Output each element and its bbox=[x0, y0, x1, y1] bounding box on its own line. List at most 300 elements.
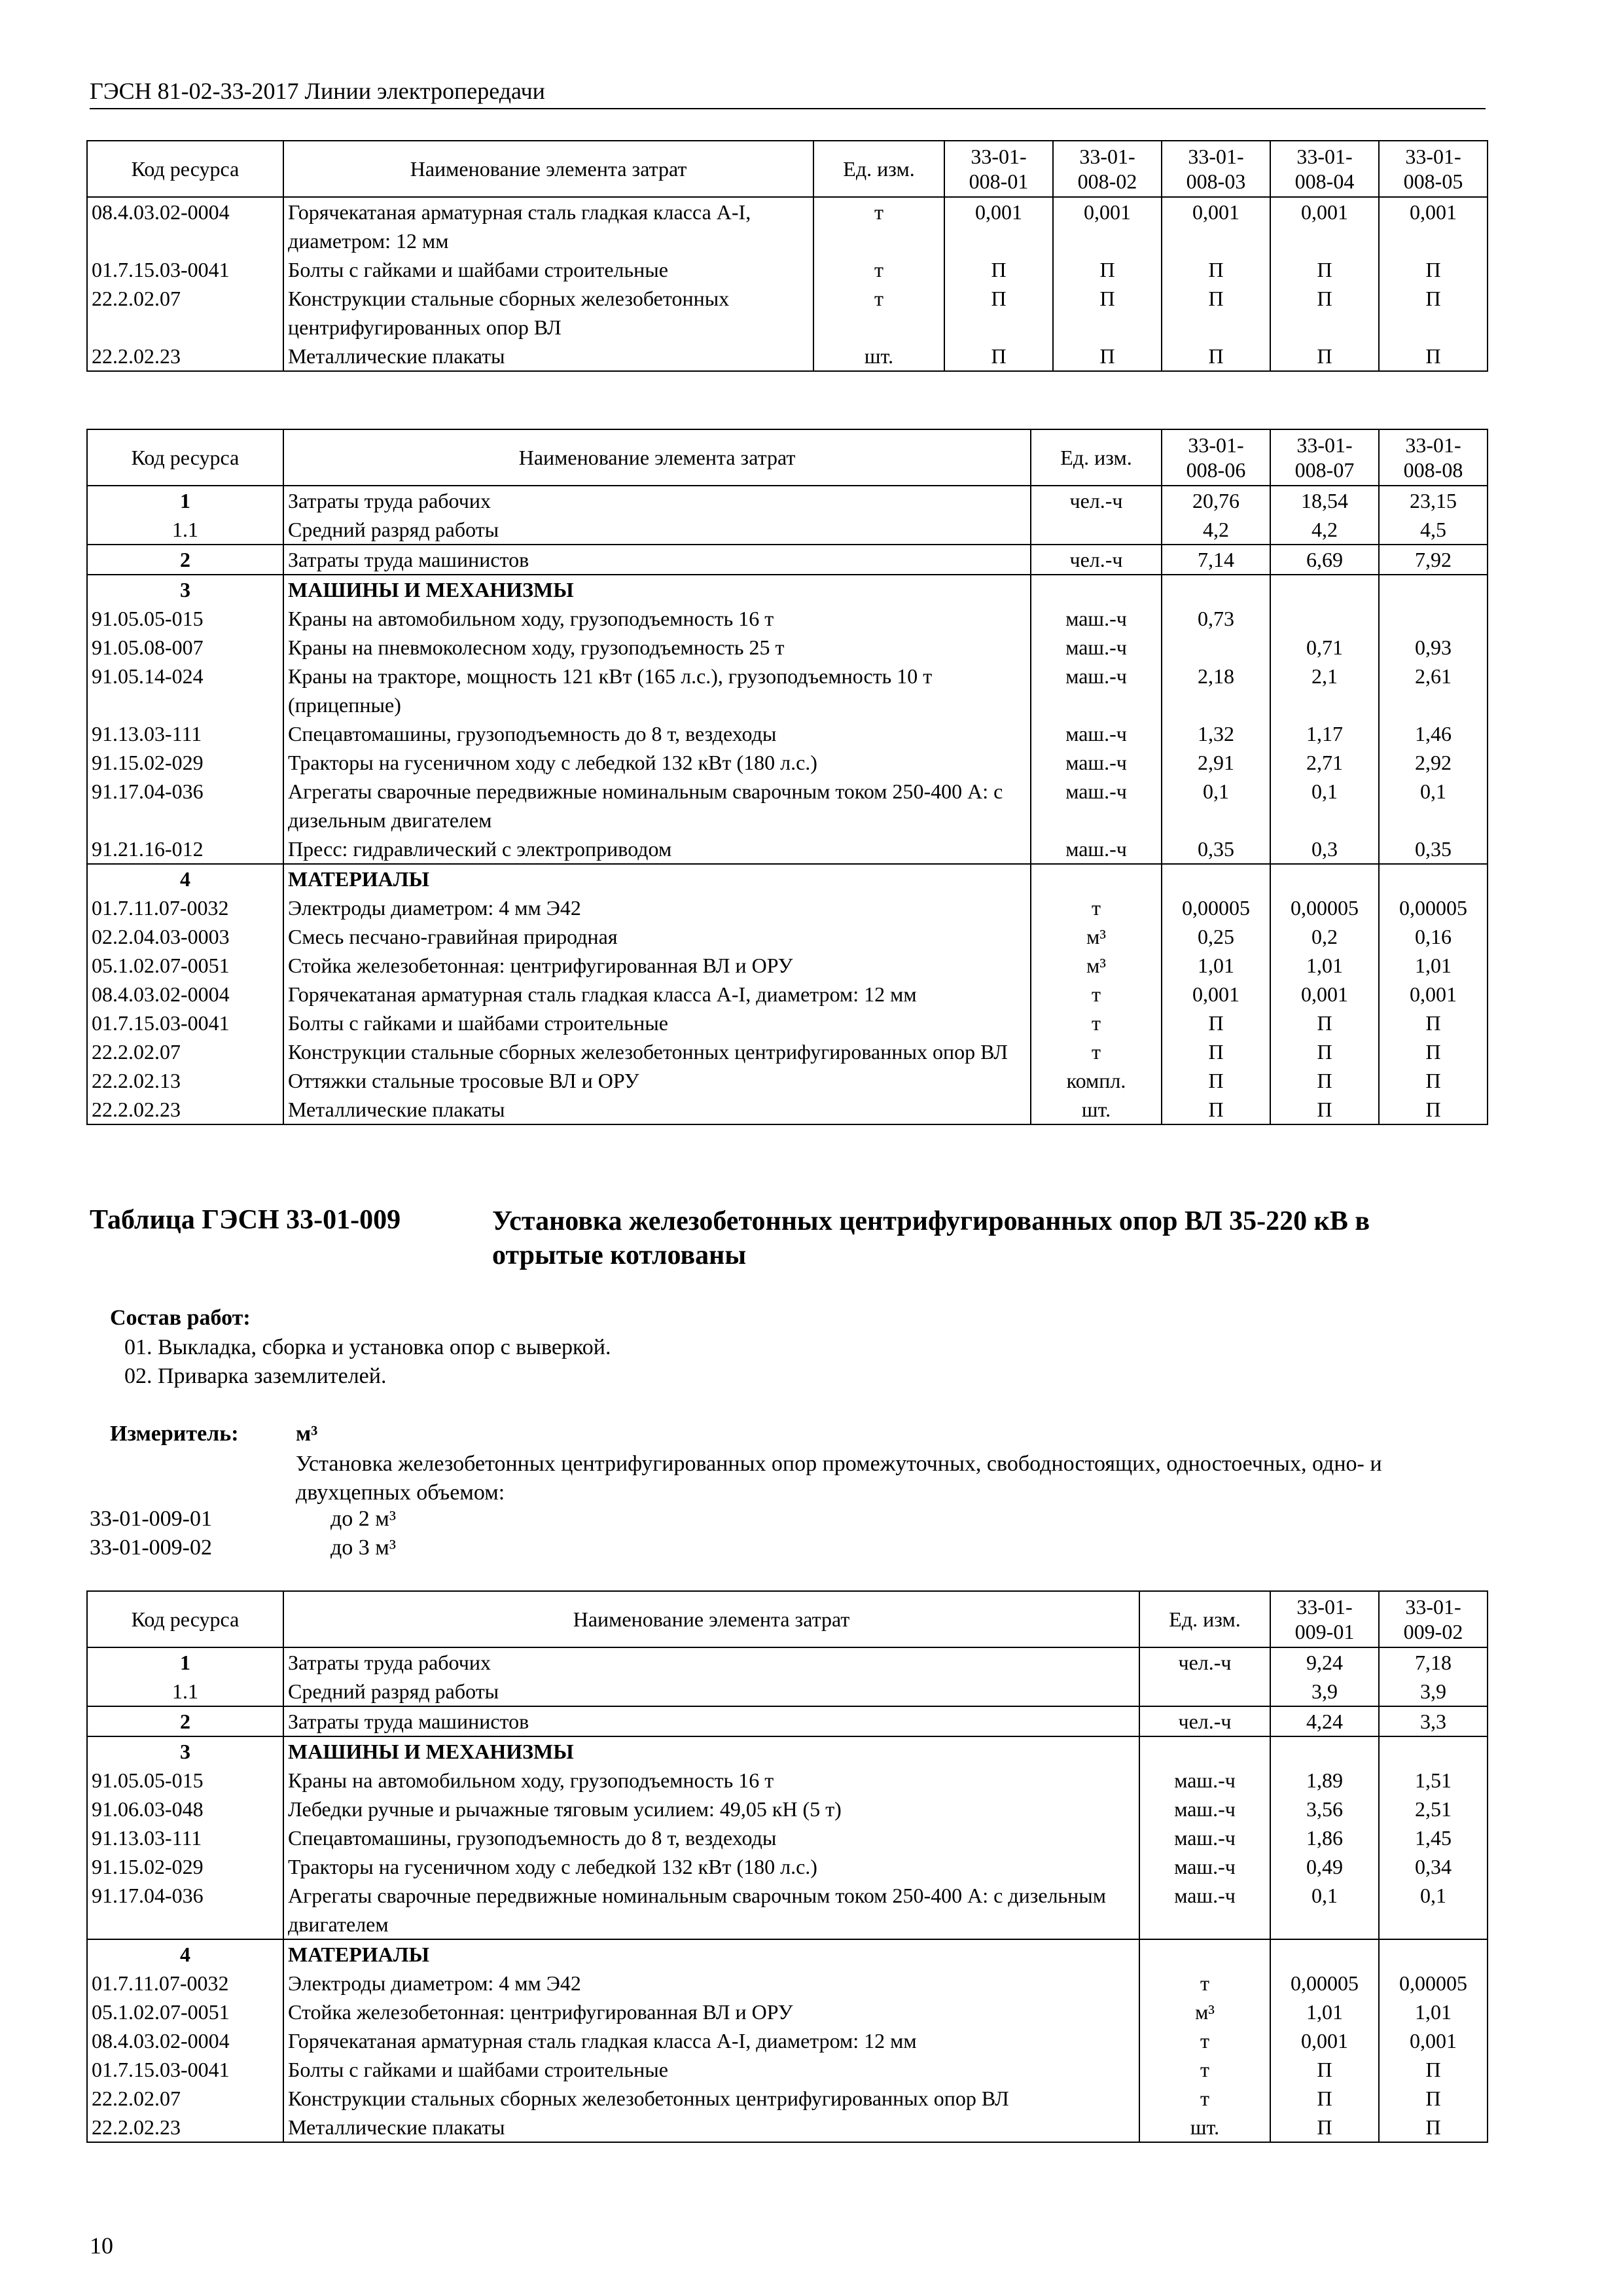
table-header-row bbox=[87, 141, 1488, 197]
resource-unit: маш.-ч bbox=[1139, 1881, 1270, 1939]
header-norm-code: 33-01- 008-08 bbox=[1379, 429, 1488, 486]
work-item: 02. Приварка заземлителей. bbox=[124, 1364, 387, 1388]
resource-unit: маш.-ч bbox=[1031, 719, 1162, 748]
resource-unit: чел.-ч bbox=[1139, 1706, 1270, 1736]
norm-value: П bbox=[1270, 2113, 1379, 2142]
resource-code: 91.05.05-015 bbox=[87, 1766, 283, 1795]
norm-value: 3,56 bbox=[1270, 1795, 1379, 1823]
resource-code: 2 bbox=[87, 1706, 283, 1736]
norm-value: 0,1 bbox=[1379, 777, 1488, 834]
resource-name: Оттяжки стальные тросовые ВЛ и ОРУ bbox=[283, 1066, 1031, 1095]
norm-value: 23,15 bbox=[1379, 486, 1488, 515]
norm-value: 1,32 bbox=[1162, 719, 1270, 748]
norm-value: П bbox=[1270, 2055, 1379, 2084]
resource-name: Стойка железобетонная: центрифугированная ВЛ и ОРУ bbox=[283, 951, 1031, 980]
resource-code: 02.2.04.03-0003 bbox=[87, 922, 283, 951]
resource-code: 4 bbox=[87, 864, 283, 893]
norm-value bbox=[1270, 864, 1379, 893]
table-row bbox=[87, 834, 1488, 864]
resource-code: 3 bbox=[87, 575, 283, 604]
header-name: Наименование элемента затрат bbox=[283, 141, 813, 197]
norm-value bbox=[1162, 864, 1270, 893]
table-row bbox=[87, 1795, 1488, 1823]
norm-value: 1,17 bbox=[1270, 719, 1379, 748]
norm-value: П bbox=[1270, 284, 1379, 342]
resource-unit: чел.-ч bbox=[1031, 486, 1162, 515]
resource-name: Горячекатаная арматурная сталь гладкая класса А-I, диаметром: 12 мм bbox=[283, 980, 1031, 1009]
norm-value: 2,71 bbox=[1270, 748, 1379, 777]
resource-unit bbox=[1031, 864, 1162, 893]
norm-value: П bbox=[1270, 1009, 1379, 1037]
norm-value: 1,89 bbox=[1270, 1766, 1379, 1795]
resource-name: МАТЕРИАЛЫ bbox=[283, 864, 1031, 893]
resource-unit bbox=[1139, 1736, 1270, 1766]
norm-value: П bbox=[1379, 284, 1488, 342]
resource-code: 91.05.08-007 bbox=[87, 633, 283, 662]
table-header-row bbox=[87, 429, 1488, 486]
resource-unit: т bbox=[1031, 1009, 1162, 1037]
resource-code: 01.7.11.07-0032 bbox=[87, 1969, 283, 1998]
resource-code: 91.17.04-036 bbox=[87, 777, 283, 834]
meter-label: Измеритель: bbox=[110, 1422, 239, 1446]
norm-value bbox=[1379, 864, 1488, 893]
resource-code: 22.2.02.23 bbox=[87, 1095, 283, 1124]
resource-unit: чел.-ч bbox=[1031, 545, 1162, 575]
header-unit: Ед. изм. bbox=[813, 141, 944, 197]
norm-value: 0,73 bbox=[1162, 604, 1270, 633]
variant-desc: до 3 м³ bbox=[330, 1535, 397, 1560]
resource-code: 91.13.03-111 bbox=[87, 719, 283, 748]
norm-value: 7,14 bbox=[1162, 545, 1270, 575]
norm-value: П bbox=[1379, 2084, 1488, 2113]
resource-unit: т bbox=[1031, 1037, 1162, 1066]
page-number: 10 bbox=[90, 2233, 113, 2259]
norm-value: П bbox=[1053, 255, 1162, 284]
resource-name: Болты с гайками и шайбами строительные bbox=[283, 1009, 1031, 1037]
table-row bbox=[87, 1736, 1488, 1766]
header-code: Код ресурса bbox=[87, 1591, 283, 1647]
resource-code: 05.1.02.07-0051 bbox=[87, 951, 283, 980]
running-header: ГЭСН 81-02-33-2017 Линии электропередачи bbox=[90, 78, 545, 104]
resource-code: 91.05.14-024 bbox=[87, 662, 283, 719]
resource-code: 22.2.02.07 bbox=[87, 1037, 283, 1066]
resource-code: 4 bbox=[87, 1939, 283, 1969]
table-label: Таблица ГЭСН 33-01-009 bbox=[90, 1205, 401, 1235]
header-norm-code: 33-01- 008-06 bbox=[1162, 429, 1270, 486]
resource-unit: шт. bbox=[1139, 2113, 1270, 2142]
table-row bbox=[87, 633, 1488, 662]
resource-unit: шт. bbox=[813, 342, 944, 371]
resource-unit: маш.-ч bbox=[1031, 834, 1162, 864]
norm-value: П bbox=[1162, 284, 1270, 342]
norm-value: 0,00005 bbox=[1162, 893, 1270, 922]
norm-value: 0,001 bbox=[1270, 980, 1379, 1009]
table-row bbox=[87, 951, 1488, 980]
table-row bbox=[87, 1852, 1488, 1881]
header-unit: Ед. изм. bbox=[1031, 429, 1162, 486]
table-row bbox=[87, 2113, 1488, 2142]
resource-unit: шт. bbox=[1031, 1095, 1162, 1124]
resource-unit: т bbox=[1139, 1969, 1270, 1998]
norm-value: 2,18 bbox=[1162, 662, 1270, 719]
norm-value: П bbox=[1053, 284, 1162, 342]
header-name: Наименование элемента затрат bbox=[283, 429, 1031, 486]
table-row bbox=[87, 1881, 1488, 1939]
norm-value: 1,01 bbox=[1270, 1998, 1379, 2026]
table-row bbox=[87, 1095, 1488, 1124]
resource-unit: т bbox=[1139, 2026, 1270, 2055]
norm-value: П bbox=[1270, 1095, 1379, 1124]
resource-name: Стойка железобетонная: центрифугированная ВЛ и ОРУ bbox=[283, 1998, 1139, 2026]
resource-code: 01.7.15.03-0041 bbox=[87, 1009, 283, 1037]
resource-code: 91.21.16-012 bbox=[87, 834, 283, 864]
resource-name: Болты с гайками и шайбами строительные bbox=[283, 255, 813, 284]
resource-name: Затраты труда рабочих bbox=[283, 1647, 1139, 1677]
resource-unit bbox=[1031, 515, 1162, 545]
norm-value: 2,61 bbox=[1379, 662, 1488, 719]
norm-value: 2,92 bbox=[1379, 748, 1488, 777]
resource-code: 22.2.02.23 bbox=[87, 342, 283, 371]
norm-value bbox=[1162, 575, 1270, 604]
norm-value: 1,01 bbox=[1162, 951, 1270, 980]
resource-name: Агрегаты сварочные передвижные номинальным сварочным током 250-400 А: с дизельным двигателем bbox=[283, 777, 1031, 834]
resource-unit: т bbox=[813, 284, 944, 342]
resource-code: 08.4.03.02-0004 bbox=[87, 197, 283, 255]
header-code: Код ресурса bbox=[87, 141, 283, 197]
table-row bbox=[87, 922, 1488, 951]
resource-name: МАТЕРИАЛЫ bbox=[283, 1939, 1139, 1969]
norm-value: 9,24 bbox=[1270, 1647, 1379, 1677]
norm-value: 0,001 bbox=[1379, 197, 1488, 255]
norm-value: 0,001 bbox=[1162, 197, 1270, 255]
norm-value: П bbox=[1162, 1009, 1270, 1037]
header-norm-code: 33-01- 008-03 bbox=[1162, 141, 1270, 197]
norm-value: 0,34 bbox=[1379, 1852, 1488, 1881]
norm-value: 0,1 bbox=[1270, 1881, 1379, 1939]
table-row bbox=[87, 1677, 1488, 1706]
resource-name: Конструкции стальные сборных железобетонных центрифугированных опор ВЛ bbox=[283, 1037, 1031, 1066]
norm-value bbox=[1162, 633, 1270, 662]
resource-unit: компл. bbox=[1031, 1066, 1162, 1095]
table-row bbox=[87, 284, 1488, 342]
norm-value: 1,01 bbox=[1270, 951, 1379, 980]
resource-unit: чел.-ч bbox=[1139, 1647, 1270, 1677]
norm-value: 18,54 bbox=[1270, 486, 1379, 515]
table-row bbox=[87, 255, 1488, 284]
resource-code: 91.15.02-029 bbox=[87, 748, 283, 777]
header-norm-code: 33-01- 008-02 bbox=[1053, 141, 1162, 197]
table-row bbox=[87, 1939, 1488, 1969]
work-item: 01. Выкладка, сборка и установка опор с выверкой. bbox=[124, 1335, 611, 1359]
resource-code: 22.2.02.07 bbox=[87, 2084, 283, 2113]
resource-unit: т bbox=[813, 197, 944, 255]
resource-code: 3 bbox=[87, 1736, 283, 1766]
table-row bbox=[87, 748, 1488, 777]
norm-value: П bbox=[1379, 2113, 1488, 2142]
norm-value: П bbox=[1162, 342, 1270, 371]
table-row bbox=[87, 486, 1488, 515]
resource-name: Затраты труда машинистов bbox=[283, 545, 1031, 575]
resource-unit: маш.-ч bbox=[1031, 604, 1162, 633]
resource-name: Металлические плакаты bbox=[283, 1095, 1031, 1124]
norm-value: П bbox=[1270, 342, 1379, 371]
norm-value: П bbox=[944, 255, 1053, 284]
resource-unit: т bbox=[813, 255, 944, 284]
norm-value: 0,00005 bbox=[1379, 1969, 1488, 1998]
table-row bbox=[87, 515, 1488, 545]
resource-unit bbox=[1139, 1939, 1270, 1969]
table-row bbox=[87, 545, 1488, 575]
norm-value: 3,9 bbox=[1270, 1677, 1379, 1706]
resource-unit: м³ bbox=[1139, 1998, 1270, 2026]
resource-unit: м³ bbox=[1031, 922, 1162, 951]
resource-code: 22.2.02.07 bbox=[87, 284, 283, 342]
meter-unit: м³ bbox=[296, 1422, 318, 1446]
resource-code: 01.7.11.07-0032 bbox=[87, 893, 283, 922]
norm-value: 0,00005 bbox=[1270, 1969, 1379, 1998]
table-row bbox=[87, 1766, 1488, 1795]
norm-value bbox=[1270, 604, 1379, 633]
table-row bbox=[87, 2026, 1488, 2055]
norm-value: 0,001 bbox=[1379, 2026, 1488, 2055]
norm-value: П bbox=[1379, 255, 1488, 284]
resource-name: Электроды диаметром: 4 мм Э42 bbox=[283, 1969, 1139, 1998]
norm-value: 4,2 bbox=[1162, 515, 1270, 545]
resource-unit: т bbox=[1139, 2055, 1270, 2084]
resource-code: 91.05.05-015 bbox=[87, 604, 283, 633]
norm-value: 0,1 bbox=[1162, 777, 1270, 834]
resource-code: 22.2.02.13 bbox=[87, 1066, 283, 1095]
norm-value: 2,1 bbox=[1270, 662, 1379, 719]
norm-value bbox=[1379, 1939, 1488, 1969]
table-row bbox=[87, 864, 1488, 893]
resource-name: Краны на пневмоколесном ходу, грузоподъемность 25 т bbox=[283, 633, 1031, 662]
resource-code: 1 bbox=[87, 486, 283, 515]
norm-value: 2,91 bbox=[1162, 748, 1270, 777]
norm-value: 1,51 bbox=[1379, 1766, 1488, 1795]
norm-value: 20,76 bbox=[1162, 486, 1270, 515]
table-row bbox=[87, 197, 1488, 255]
resource-code: 91.13.03-111 bbox=[87, 1823, 283, 1852]
norm-value: 0,00005 bbox=[1379, 893, 1488, 922]
work-composition-label: Состав работ: bbox=[110, 1306, 251, 1330]
norm-value: 0,2 bbox=[1270, 922, 1379, 951]
resource-code: 1.1 bbox=[87, 1677, 283, 1706]
resource-name: Болты с гайками и шайбами строительные bbox=[283, 2055, 1139, 2084]
norm-value: 0,93 bbox=[1379, 633, 1488, 662]
norm-value: 1,01 bbox=[1379, 951, 1488, 980]
norm-value: 0,3 bbox=[1270, 834, 1379, 864]
header-norm-code: 33-01- 009-02 bbox=[1379, 1591, 1488, 1647]
norm-value: П bbox=[1162, 1066, 1270, 1095]
resource-name: Средний разряд работы bbox=[283, 515, 1031, 545]
table-row bbox=[87, 1037, 1488, 1066]
resource-code: 05.1.02.07-0051 bbox=[87, 1998, 283, 2026]
norm-value: 4,2 bbox=[1270, 515, 1379, 545]
table-row bbox=[87, 575, 1488, 604]
norm-value: 2,51 bbox=[1379, 1795, 1488, 1823]
norm-value: 3,9 bbox=[1379, 1677, 1488, 1706]
norm-value: П bbox=[1379, 2055, 1488, 2084]
norm-value: 3,3 bbox=[1379, 1706, 1488, 1736]
table-row bbox=[87, 2055, 1488, 2084]
table-row bbox=[87, 980, 1488, 1009]
norm-value: П bbox=[1162, 1095, 1270, 1124]
resource-name: Электроды диаметром: 4 мм Э42 bbox=[283, 893, 1031, 922]
resource-name: МАШИНЫ И МЕХАНИЗМЫ bbox=[283, 1736, 1139, 1766]
resource-unit: маш.-ч bbox=[1031, 633, 1162, 662]
resource-code: 1 bbox=[87, 1647, 283, 1677]
resource-name: Краны на автомобильном ходу, грузоподъемность 16 т bbox=[283, 604, 1031, 633]
header-norm-code: 33-01- 009-01 bbox=[1270, 1591, 1379, 1647]
norm-value: 0,1 bbox=[1379, 1881, 1488, 1939]
table-row bbox=[87, 893, 1488, 922]
resource-name: Горячекатаная арматурная сталь гладкая класса А-I, диаметром: 12 мм bbox=[283, 2026, 1139, 2055]
table-title: Установка железобетонных центрифугированных опор ВЛ 35-220 кВ в отрытые котлованы bbox=[492, 1206, 1370, 1270]
table-row bbox=[87, 662, 1488, 719]
header-unit: Ед. изм. bbox=[1139, 1591, 1270, 1647]
resource-unit: маш.-ч bbox=[1031, 748, 1162, 777]
norm-value bbox=[1270, 1736, 1379, 1766]
resource-code: 08.4.03.02-0004 bbox=[87, 2026, 283, 2055]
norm-value: 0,25 bbox=[1162, 922, 1270, 951]
norm-value: 0,001 bbox=[944, 197, 1053, 255]
norm-value: П bbox=[1379, 342, 1488, 371]
table-row bbox=[87, 342, 1488, 371]
norm-value: П bbox=[944, 284, 1053, 342]
resource-unit bbox=[1031, 575, 1162, 604]
resource-name: Затраты труда машинистов bbox=[283, 1706, 1139, 1736]
table-row bbox=[87, 1969, 1488, 1998]
norm-value: П bbox=[1053, 342, 1162, 371]
variant-code: 33-01-009-01 bbox=[90, 1507, 212, 1531]
norm-value: 1,86 bbox=[1270, 1823, 1379, 1852]
table-row bbox=[87, 2084, 1488, 2113]
resource-name: Лебедки ручные и рычажные тяговым усилием: 49,05 кН (5 т) bbox=[283, 1795, 1139, 1823]
resource-name: Краны на тракторе, мощность 121 кВт (165 л.с.), грузоподъемность 10 т (прицепные) bbox=[283, 662, 1031, 719]
norm-value bbox=[1379, 575, 1488, 604]
norm-value: П bbox=[1379, 1009, 1488, 1037]
header-norm-code: 33-01- 008-07 bbox=[1270, 429, 1379, 486]
resource-name: Средний разряд работы bbox=[283, 1677, 1139, 1706]
resource-name: Конструкции стальные сборных железобетонных центрифугированных опор ВЛ bbox=[283, 284, 813, 342]
resource-unit: т bbox=[1031, 893, 1162, 922]
resource-table-009 bbox=[86, 1590, 1488, 2143]
norm-value: 7,92 bbox=[1379, 545, 1488, 575]
resource-name: Тракторы на гусеничном ходу с лебедкой 132 кВт (180 л.с.) bbox=[283, 748, 1031, 777]
table-row bbox=[87, 1009, 1488, 1037]
resource-unit: т bbox=[1139, 2084, 1270, 2113]
norm-value: 0,16 bbox=[1379, 922, 1488, 951]
header-norm-code: 33-01- 008-04 bbox=[1270, 141, 1379, 197]
resource-code: 1.1 bbox=[87, 515, 283, 545]
norm-value bbox=[1379, 1736, 1488, 1766]
norm-value: 0,00005 bbox=[1270, 893, 1379, 922]
resource-name: Смесь песчано-гравийная природная bbox=[283, 922, 1031, 951]
norm-value: П bbox=[1270, 1037, 1379, 1066]
resource-name: Спецавтомашины, грузоподъемность до 8 т, вездеходы bbox=[283, 719, 1031, 748]
resource-code: 22.2.02.23 bbox=[87, 2113, 283, 2142]
norm-value: 1,01 bbox=[1379, 1998, 1488, 2026]
meter-description: Установка железобетонных центрифугированных опор промежуточных, свободностоящих, одностоечных, одно- и двухцепных объемом: bbox=[296, 1452, 1382, 1505]
resource-name: Тракторы на гусеничном ходу с лебедкой 132 кВт (180 л.с.) bbox=[283, 1852, 1139, 1881]
norm-value: 4,5 bbox=[1379, 515, 1488, 545]
variant-desc: до 2 м³ bbox=[330, 1507, 397, 1531]
resource-unit: маш.-ч bbox=[1139, 1823, 1270, 1852]
resource-name: Спецавтомашины, грузоподъемность до 8 т, вездеходы bbox=[283, 1823, 1139, 1852]
resource-name: Металлические плакаты bbox=[283, 2113, 1139, 2142]
resource-table-008-06-08 bbox=[86, 429, 1488, 1125]
norm-value: П bbox=[1379, 1066, 1488, 1095]
norm-value: 0,001 bbox=[1270, 197, 1379, 255]
resource-code: 91.17.04-036 bbox=[87, 1881, 283, 1939]
table-row bbox=[87, 777, 1488, 834]
norm-value: П bbox=[1270, 2084, 1379, 2113]
resource-unit: м³ bbox=[1031, 951, 1162, 980]
resource-code: 91.15.02-029 bbox=[87, 1852, 283, 1881]
header-code: Код ресурса bbox=[87, 429, 283, 486]
resource-code: 01.7.15.03-0041 bbox=[87, 255, 283, 284]
resource-code: 01.7.15.03-0041 bbox=[87, 2055, 283, 2084]
norm-value: 0,001 bbox=[1053, 197, 1162, 255]
norm-value: 0,001 bbox=[1162, 980, 1270, 1009]
resource-unit: маш.-ч bbox=[1139, 1795, 1270, 1823]
norm-value: П bbox=[1162, 1037, 1270, 1066]
norm-value: П bbox=[1270, 1066, 1379, 1095]
norm-value bbox=[1270, 1939, 1379, 1969]
table-row bbox=[87, 1823, 1488, 1852]
resource-name: Пресс: гидравлический с электроприводом bbox=[283, 834, 1031, 864]
resource-name: Горячекатаная арматурная сталь гладкая класса А-I, диаметром: 12 мм bbox=[283, 197, 813, 255]
header-name: Наименование элемента затрат bbox=[283, 1591, 1139, 1647]
resource-name: МАШИНЫ И МЕХАНИЗМЫ bbox=[283, 575, 1031, 604]
resource-name: Агрегаты сварочные передвижные номинальным сварочным током 250-400 А: с дизельным двигателем bbox=[283, 1881, 1139, 1939]
norm-value: 1,46 bbox=[1379, 719, 1488, 748]
resource-code: 91.06.03-048 bbox=[87, 1795, 283, 1823]
norm-value: П bbox=[1379, 1095, 1488, 1124]
resource-name: Металлические плакаты bbox=[283, 342, 813, 371]
norm-value: 7,18 bbox=[1379, 1647, 1488, 1677]
resource-unit: маш.-ч bbox=[1139, 1766, 1270, 1795]
resource-unit: маш.-ч bbox=[1031, 777, 1162, 834]
header-rule bbox=[90, 108, 1486, 109]
norm-value: П bbox=[1162, 255, 1270, 284]
table-row bbox=[87, 1706, 1488, 1736]
table-row bbox=[87, 1998, 1488, 2026]
norm-value: 4,24 bbox=[1270, 1706, 1379, 1736]
norm-value: П bbox=[1379, 1037, 1488, 1066]
table-row bbox=[87, 719, 1488, 748]
norm-value: П bbox=[944, 342, 1053, 371]
table-row bbox=[87, 1647, 1488, 1677]
resource-unit: т bbox=[1031, 980, 1162, 1009]
resource-code: 2 bbox=[87, 545, 283, 575]
norm-value: 1,45 bbox=[1379, 1823, 1488, 1852]
norm-value: П bbox=[1270, 255, 1379, 284]
header-norm-code: 33-01- 008-01 bbox=[944, 141, 1053, 197]
table-header-row bbox=[87, 1591, 1488, 1647]
norm-value: 0,001 bbox=[1270, 2026, 1379, 2055]
resource-name: Краны на автомобильном ходу, грузоподъемность 16 т bbox=[283, 1766, 1139, 1795]
norm-value bbox=[1379, 604, 1488, 633]
norm-value: 0,35 bbox=[1162, 834, 1270, 864]
norm-value: 0,35 bbox=[1379, 834, 1488, 864]
norm-value: 0,49 bbox=[1270, 1852, 1379, 1881]
norm-value bbox=[1270, 575, 1379, 604]
variant-code: 33-01-009-02 bbox=[90, 1535, 212, 1560]
table-row bbox=[87, 1066, 1488, 1095]
resource-unit: маш.-ч bbox=[1031, 662, 1162, 719]
